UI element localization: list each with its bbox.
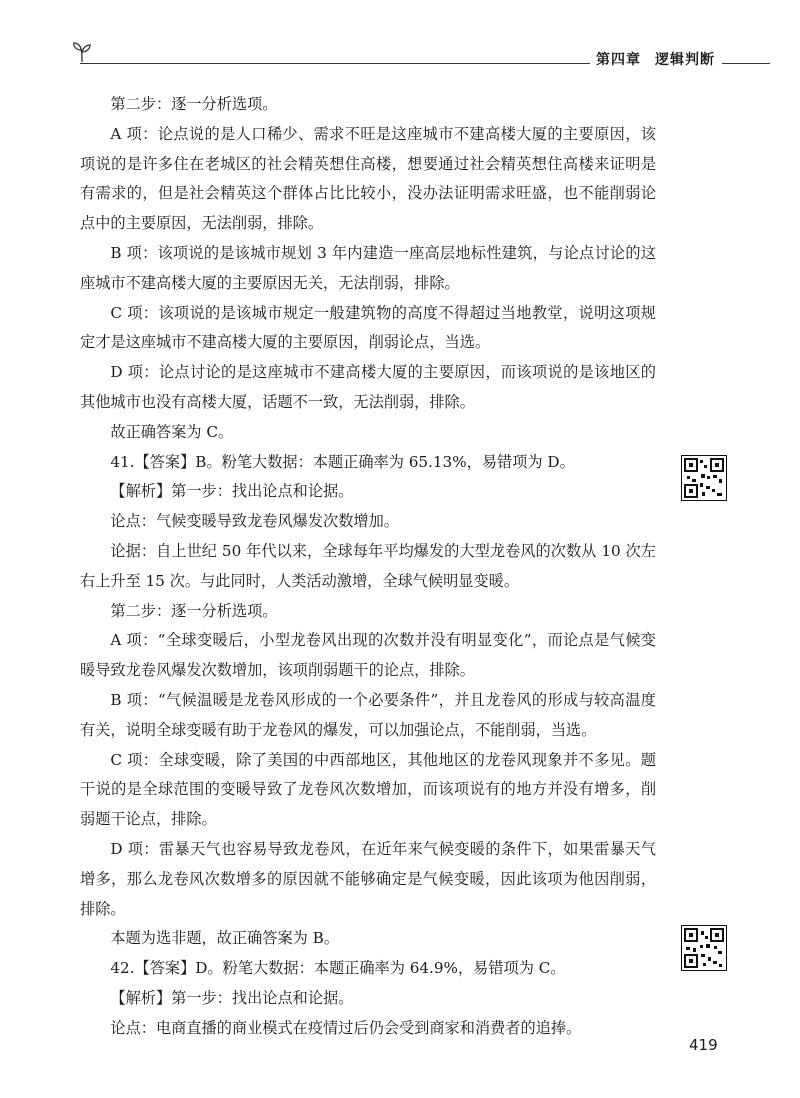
page-body <box>80 90 656 1044</box>
q42-answer: 42.【答案】D。粉笔大数据：本题正确率为 64.9%，易错项为 C。 <box>110 959 566 978</box>
qr-code-q42[interactable] <box>681 925 727 971</box>
q41-conclusion: 本题为选非题，故正确答案为 B。 <box>110 929 340 948</box>
q41-analysis-heading: 【解析】第一步：找出论点和论据。 <box>110 482 354 501</box>
option-d-analysis: D 项：论点讨论的是这座城市不建高楼大厦的主要原因，而该项说的是该地区的其他城市也没有高楼大厦，话题不一致，无法削弱，排除。 <box>80 363 656 411</box>
header-rule-right <box>722 63 770 64</box>
chapter-label <box>596 49 729 69</box>
q41-option-c: C 项：全球变暖，除了美国的中西部地区，其他地区的龙卷风现象并不多见。题干说的是全球范围的变暖导致了龙卷风次数增加，而该项说有的地方并没有增多，削弱题干论点，排除。 <box>80 750 656 829</box>
page-number: 419 <box>689 1036 718 1054</box>
sprout-icon <box>70 40 94 64</box>
qr-code-icon <box>682 456 726 500</box>
option-b-analysis: B 项：该项说的是该城市规划 3 年内建造一座高层地标性建筑，与论点讨论的这座城市不建高楼大厦的主要原因无关，无法削弱，排除。 <box>80 243 656 292</box>
chapter-section: 逻辑判断 <box>655 52 715 68</box>
q42-argument: 论点：电商直播的商业模式在疫情过后仍会受到商家和消费者的追捧。 <box>110 1018 582 1037</box>
q41-option-d: D 项：雷暴天气也容易导致龙卷风，在近年来气候变暖的条件下，如果雷暴天气增多，那么龙卷风次数增多的原因就不能够确定是气候变暖，因此该项为他因削弱，排除。 <box>80 839 656 918</box>
q41-step-two: 第二步：逐一分析选项。 <box>110 601 278 620</box>
qr-code-icon <box>682 926 726 970</box>
q42-analysis-heading: 【解析】第一步：找出论点和论据。 <box>110 988 354 1007</box>
q41-option-b: B 项：“气候温暖是龙卷风形成的一个必要条件”，并且龙卷风的形成与较高温度有关，说明全球变暖有助于龙卷风的爆发，可以加强论点，不能削弱，当选。 <box>80 690 656 739</box>
q41-evidence: 论据：自上世纪 50 年代以来，全球每年平均爆发的大型龙卷风的次数从 10 次左右上升至 15 次。与此同时，人类活动激增，全球气候明显变暖。 <box>80 541 656 590</box>
option-a-analysis: A 项：论点说的是人口稀少、需求不旺是这座城市不建高楼大厦的主要原因，该项说的是许多住在老城区的社会精英想住高楼，想要通过社会精英想住高楼来证明是有需求的，但是社会精英这个群体占比比较小，没办法证明需求旺盛，也不能削弱论点中的主要原因，无法削弱，排除。 <box>80 124 656 233</box>
option-c-analysis: C 项：该项说的是该城市规定一般建筑物的高度不得超过当地教堂，说明这项规定才是这座城市不建高楼大厦的主要原因，削弱论点，当选。 <box>80 303 656 352</box>
header-rule-left <box>80 63 590 64</box>
answer-conclusion: 故正确答案为 C。 <box>110 422 234 441</box>
qr-code-q41[interactable] <box>681 455 727 501</box>
step-heading: 第二步：逐一分析选项。 <box>110 95 278 113</box>
q41-argument: 论点：气候变暖导致龙卷风爆发次数增加。 <box>110 512 399 531</box>
q41-option-a: A 项：“全球变暖后，小型龙卷风出现的次数并没有明显变化”，而论点是气候变暖导致龙卷风爆发次数增加，该项削弱题干的论点，排除。 <box>80 631 656 680</box>
page-header <box>0 0 800 80</box>
chapter-number: 第四章 <box>596 52 641 68</box>
q41-answer: 41.【答案】B。粉笔大数据：本题正确率为 65.13%，易错项为 D。 <box>110 452 575 471</box>
